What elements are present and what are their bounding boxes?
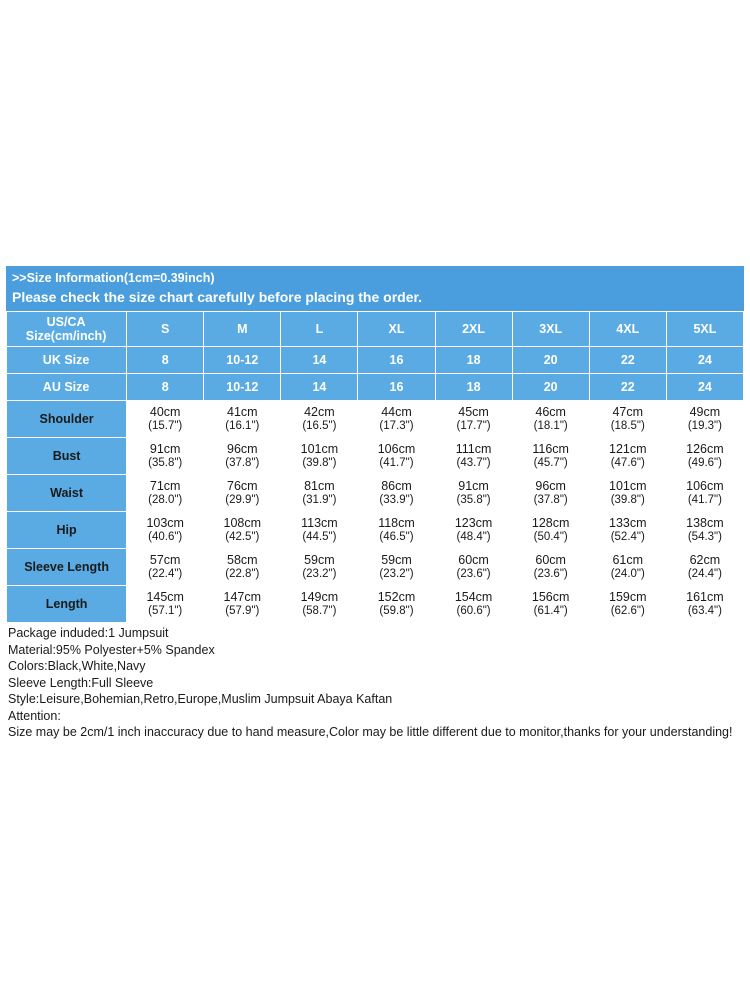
length-l-cm: 149cm (300, 590, 339, 604)
waist-3xl (512, 475, 589, 512)
shoulder-s-inch: (15.7") (148, 420, 183, 432)
bust-l (281, 438, 358, 475)
hip-xl-cm: 118cm (378, 516, 415, 530)
sleeve-length-2xl-inch: (23.6") (456, 568, 491, 580)
note-attention-text: Size may be 2cm/1 inch inaccuracy due to hand measure,Color may be little different due to monitor,thanks for your understanding! (8, 725, 733, 739)
shoulder-xl-inch: (17.3") (379, 420, 414, 432)
hip-m-inch: (42.5") (225, 531, 260, 543)
waist-s-inch: (28.0") (148, 494, 183, 506)
sleeve-length-5xl-cm: 62cm (689, 553, 721, 567)
shoulder-3xl-cm: 46cm (535, 405, 566, 419)
bust-l-cm: 101cm (300, 442, 339, 456)
length-l (281, 586, 358, 623)
bust-m-inch: (37.8") (225, 457, 260, 469)
bust-s (127, 438, 204, 475)
length-4xl (589, 586, 666, 623)
waist-2xl-cm: 91cm (458, 479, 489, 493)
au-size-4xl: 22 (589, 374, 666, 401)
shoulder-s-cm: 40cm (149, 405, 181, 419)
note-material: Material:95% Polyester+5% Spandex (8, 642, 215, 657)
row-label-uk-size: UK Size (7, 347, 127, 374)
sleeve-length-2xl (435, 549, 512, 586)
sleeve-length-xl-cm: 59cm (381, 553, 412, 567)
column-header-m: M (204, 312, 281, 347)
column-header-xl: XL (358, 312, 435, 347)
table-row-bust (7, 438, 744, 475)
waist-xl (358, 475, 435, 512)
uk-size-s: 8 (127, 347, 204, 374)
waist-3xl-inch: (37.8") (533, 494, 568, 506)
au-size-m: 10-12 (204, 374, 281, 401)
column-header-3xl: 3XL (512, 312, 589, 347)
waist-l-inch: (31.9") (302, 494, 337, 506)
hip-l-cm: 113cm (301, 516, 338, 530)
waist-m (204, 475, 281, 512)
sleeve-length-4xl-inch: (24.0") (610, 568, 645, 580)
waist-3xl-cm: 96cm (535, 479, 566, 493)
shoulder-l-inch: (16.5") (302, 420, 337, 432)
length-m (204, 586, 281, 623)
waist-5xl (666, 475, 743, 512)
column-header-s: S (127, 312, 204, 347)
length-5xl (666, 586, 743, 623)
sleeve-length-m-inch: (22.8") (225, 568, 260, 580)
sleeve-length-2xl-cm: 60cm (458, 553, 489, 567)
bust-4xl-cm: 121cm (609, 442, 647, 456)
row-label-au-size: AU Size (7, 374, 127, 401)
waist-l (281, 475, 358, 512)
shoulder-s (127, 401, 204, 438)
table-row-hip (7, 512, 744, 549)
hip-s-cm: 103cm (146, 516, 184, 530)
corner-label-line1: US/CA (46, 315, 86, 329)
hip-3xl (512, 512, 589, 549)
bust-2xl-cm: 111cm (455, 442, 492, 456)
au-size-5xl: 24 (666, 374, 743, 401)
column-header-5xl: 5XL (666, 312, 743, 347)
note-sleeve-length: Sleeve Length:Full Sleeve (8, 675, 154, 690)
length-xl-cm: 152cm (377, 590, 416, 604)
length-2xl-cm: 154cm (454, 590, 493, 604)
waist-5xl-cm: 106cm (686, 479, 724, 493)
sleeve-length-xl (358, 549, 435, 586)
sleeve-length-4xl-cm: 61cm (612, 553, 644, 567)
hip-l-inch: (44.5") (302, 531, 337, 543)
product-notes (6, 625, 744, 741)
sleeve-length-s-inch: (22.4") (148, 568, 183, 580)
size-information-title: >>Size Information(1cm=0.39inch) (12, 271, 215, 285)
bust-s-cm: 91cm (149, 442, 181, 456)
uk-size-2xl: 18 (435, 347, 512, 374)
table-row-au-size (7, 374, 744, 401)
hip-s-inch: (40.6") (148, 531, 183, 543)
waist-4xl-inch: (39.8") (610, 494, 645, 506)
bust-xl (358, 438, 435, 475)
size-chart-container (6, 266, 744, 741)
hip-l (281, 512, 358, 549)
sleeve-length-4xl (589, 549, 666, 586)
table-header-row (7, 312, 744, 347)
bust-5xl-inch: (49.6") (687, 457, 722, 469)
waist-4xl-cm: 101cm (609, 479, 647, 493)
waist-2xl (435, 475, 512, 512)
note-package-included: Package induded:1 Jumpsuit (8, 626, 169, 640)
waist-l-cm: 81cm (304, 479, 335, 493)
bust-xl-inch: (41.7") (379, 457, 414, 469)
bust-4xl-inch: (47.6") (610, 457, 645, 469)
uk-size-xl: 16 (358, 347, 435, 374)
length-4xl-inch: (62.6") (610, 605, 645, 617)
length-3xl (512, 586, 589, 623)
au-size-s: 8 (127, 374, 204, 401)
au-size-l: 14 (281, 374, 358, 401)
sleeve-length-3xl (512, 549, 589, 586)
bust-s-inch: (35.8") (148, 457, 183, 469)
bust-3xl (512, 438, 589, 475)
shoulder-2xl-cm: 45cm (458, 405, 489, 419)
bust-m (204, 438, 281, 475)
table-row-length (7, 586, 744, 623)
length-s-inch: (57.1") (148, 605, 183, 617)
shoulder-5xl-inch: (19.3") (687, 420, 722, 432)
hip-5xl-inch: (54.3") (687, 531, 722, 543)
length-xl-inch: (59.8") (379, 605, 414, 617)
hip-2xl-inch: (48.4") (456, 531, 491, 543)
hip-3xl-cm: 128cm (531, 516, 570, 530)
row-label-waist: Waist (7, 475, 127, 512)
shoulder-3xl (512, 401, 589, 438)
size-chart-instruction: Please check the size chart carefully before placing the order. (12, 289, 423, 305)
uk-size-l: 14 (281, 347, 358, 374)
waist-xl-cm: 86cm (381, 479, 412, 493)
note-style: Style:Leisure,Bohemian,Retro,Europe,Muslim Jumpsuit Abaya Kaftan (8, 692, 393, 706)
shoulder-4xl-inch: (18.5") (610, 420, 645, 432)
shoulder-4xl (589, 401, 666, 438)
shoulder-xl-cm: 44cm (381, 405, 412, 419)
length-3xl-cm: 156cm (531, 590, 570, 604)
shoulder-m (204, 401, 281, 438)
shoulder-l (281, 401, 358, 438)
waist-s (127, 475, 204, 512)
shoulder-5xl (666, 401, 743, 438)
size-chart-table (6, 311, 744, 623)
table-row-sleeve-length (7, 549, 744, 586)
length-3xl-inch: (61.4") (533, 605, 568, 617)
length-s (127, 586, 204, 623)
sleeve-length-l-cm: 59cm (304, 553, 335, 567)
length-4xl-cm: 159cm (609, 590, 647, 604)
column-header-2xl: 2XL (435, 312, 512, 347)
waist-5xl-inch: (41.7") (687, 494, 722, 506)
sleeve-length-l-inch: (23.2") (302, 568, 337, 580)
au-size-xl: 16 (358, 374, 435, 401)
waist-m-inch: (29.9") (225, 494, 260, 506)
shoulder-2xl-inch: (17.7") (456, 420, 491, 432)
sleeve-length-m (204, 549, 281, 586)
bust-2xl (435, 438, 512, 475)
length-m-cm: 147cm (223, 590, 262, 604)
corner-label (7, 312, 127, 347)
shoulder-xl (358, 401, 435, 438)
bust-4xl (589, 438, 666, 475)
hip-m (204, 512, 281, 549)
hip-s (127, 512, 204, 549)
hip-m-cm: 108cm (223, 516, 262, 530)
row-label-bust: Bust (7, 438, 127, 475)
bust-m-cm: 96cm (227, 442, 258, 456)
bust-l-inch: (39.8") (302, 457, 337, 469)
bust-5xl-cm: 126cm (686, 442, 724, 456)
row-label-shoulder: Shoulder (7, 401, 127, 438)
length-5xl-cm: 161cm (686, 590, 724, 604)
shoulder-3xl-inch: (18.1") (533, 420, 568, 432)
sleeve-length-3xl-cm: 60cm (535, 553, 566, 567)
waist-4xl (589, 475, 666, 512)
hip-3xl-inch: (50.4") (533, 531, 568, 543)
shoulder-l-cm: 42cm (304, 405, 335, 419)
au-size-3xl: 20 (512, 374, 589, 401)
bust-3xl-cm: 116cm (532, 442, 569, 456)
length-2xl-inch: (60.6") (456, 605, 491, 617)
sleeve-length-s (127, 549, 204, 586)
shoulder-2xl (435, 401, 512, 438)
hip-xl (358, 512, 435, 549)
hip-2xl (435, 512, 512, 549)
length-xl (358, 586, 435, 623)
row-label-sleeve-length: Sleeve Length (7, 549, 127, 586)
length-2xl (435, 586, 512, 623)
hip-5xl-cm: 138cm (686, 516, 724, 530)
bust-2xl-inch: (43.7") (456, 457, 491, 469)
sleeve-length-xl-inch: (23.2") (379, 568, 414, 580)
hip-4xl-cm: 133cm (609, 516, 647, 530)
row-label-hip: Hip (7, 512, 127, 549)
length-l-inch: (58.7") (302, 605, 337, 617)
sleeve-length-m-cm: 58cm (227, 553, 258, 567)
bust-5xl (666, 438, 743, 475)
au-size-2xl: 18 (435, 374, 512, 401)
sleeve-length-5xl-inch: (24.4") (687, 568, 722, 580)
length-5xl-inch: (63.4") (687, 605, 722, 617)
hip-5xl (666, 512, 743, 549)
shoulder-m-inch: (16.1") (225, 420, 260, 432)
sleeve-length-3xl-inch: (23.6") (533, 568, 568, 580)
corner-label-line2: Size(cm/inch) (25, 329, 107, 343)
sleeve-length-5xl (666, 549, 743, 586)
note-colors: Colors:Black,White,Navy (8, 659, 146, 673)
hip-xl-inch: (46.5") (379, 531, 414, 543)
row-label-length: Length (7, 586, 127, 623)
uk-size-3xl: 20 (512, 347, 589, 374)
column-header-4xl: 4XL (589, 312, 666, 347)
note-attention-label: Attention: (8, 708, 61, 723)
shoulder-m-cm: 41cm (227, 405, 258, 419)
hip-4xl-inch: (52.4") (610, 531, 645, 543)
hip-4xl (589, 512, 666, 549)
uk-size-5xl: 24 (666, 347, 743, 374)
sleeve-length-l (281, 549, 358, 586)
uk-size-m: 10-12 (204, 347, 281, 374)
shoulder-5xl-cm: 49cm (689, 405, 721, 419)
sleeve-length-s-cm: 57cm (149, 553, 181, 567)
size-chart-header (6, 266, 744, 311)
length-m-inch: (57.9") (225, 605, 260, 617)
table-row-shoulder (7, 401, 744, 438)
waist-s-cm: 71cm (149, 479, 181, 493)
uk-size-4xl: 22 (589, 347, 666, 374)
bust-xl-cm: 106cm (377, 442, 416, 456)
column-header-l: L (281, 312, 358, 347)
bust-3xl-inch: (45.7") (533, 457, 568, 469)
hip-2xl-cm: 123cm (454, 516, 493, 530)
table-row-waist (7, 475, 744, 512)
waist-2xl-inch: (35.8") (456, 494, 491, 506)
shoulder-4xl-cm: 47cm (612, 405, 644, 419)
table-row-uk-size (7, 347, 744, 374)
waist-xl-inch: (33.9") (379, 494, 414, 506)
length-s-cm: 145cm (146, 590, 184, 604)
waist-m-cm: 76cm (227, 479, 258, 493)
